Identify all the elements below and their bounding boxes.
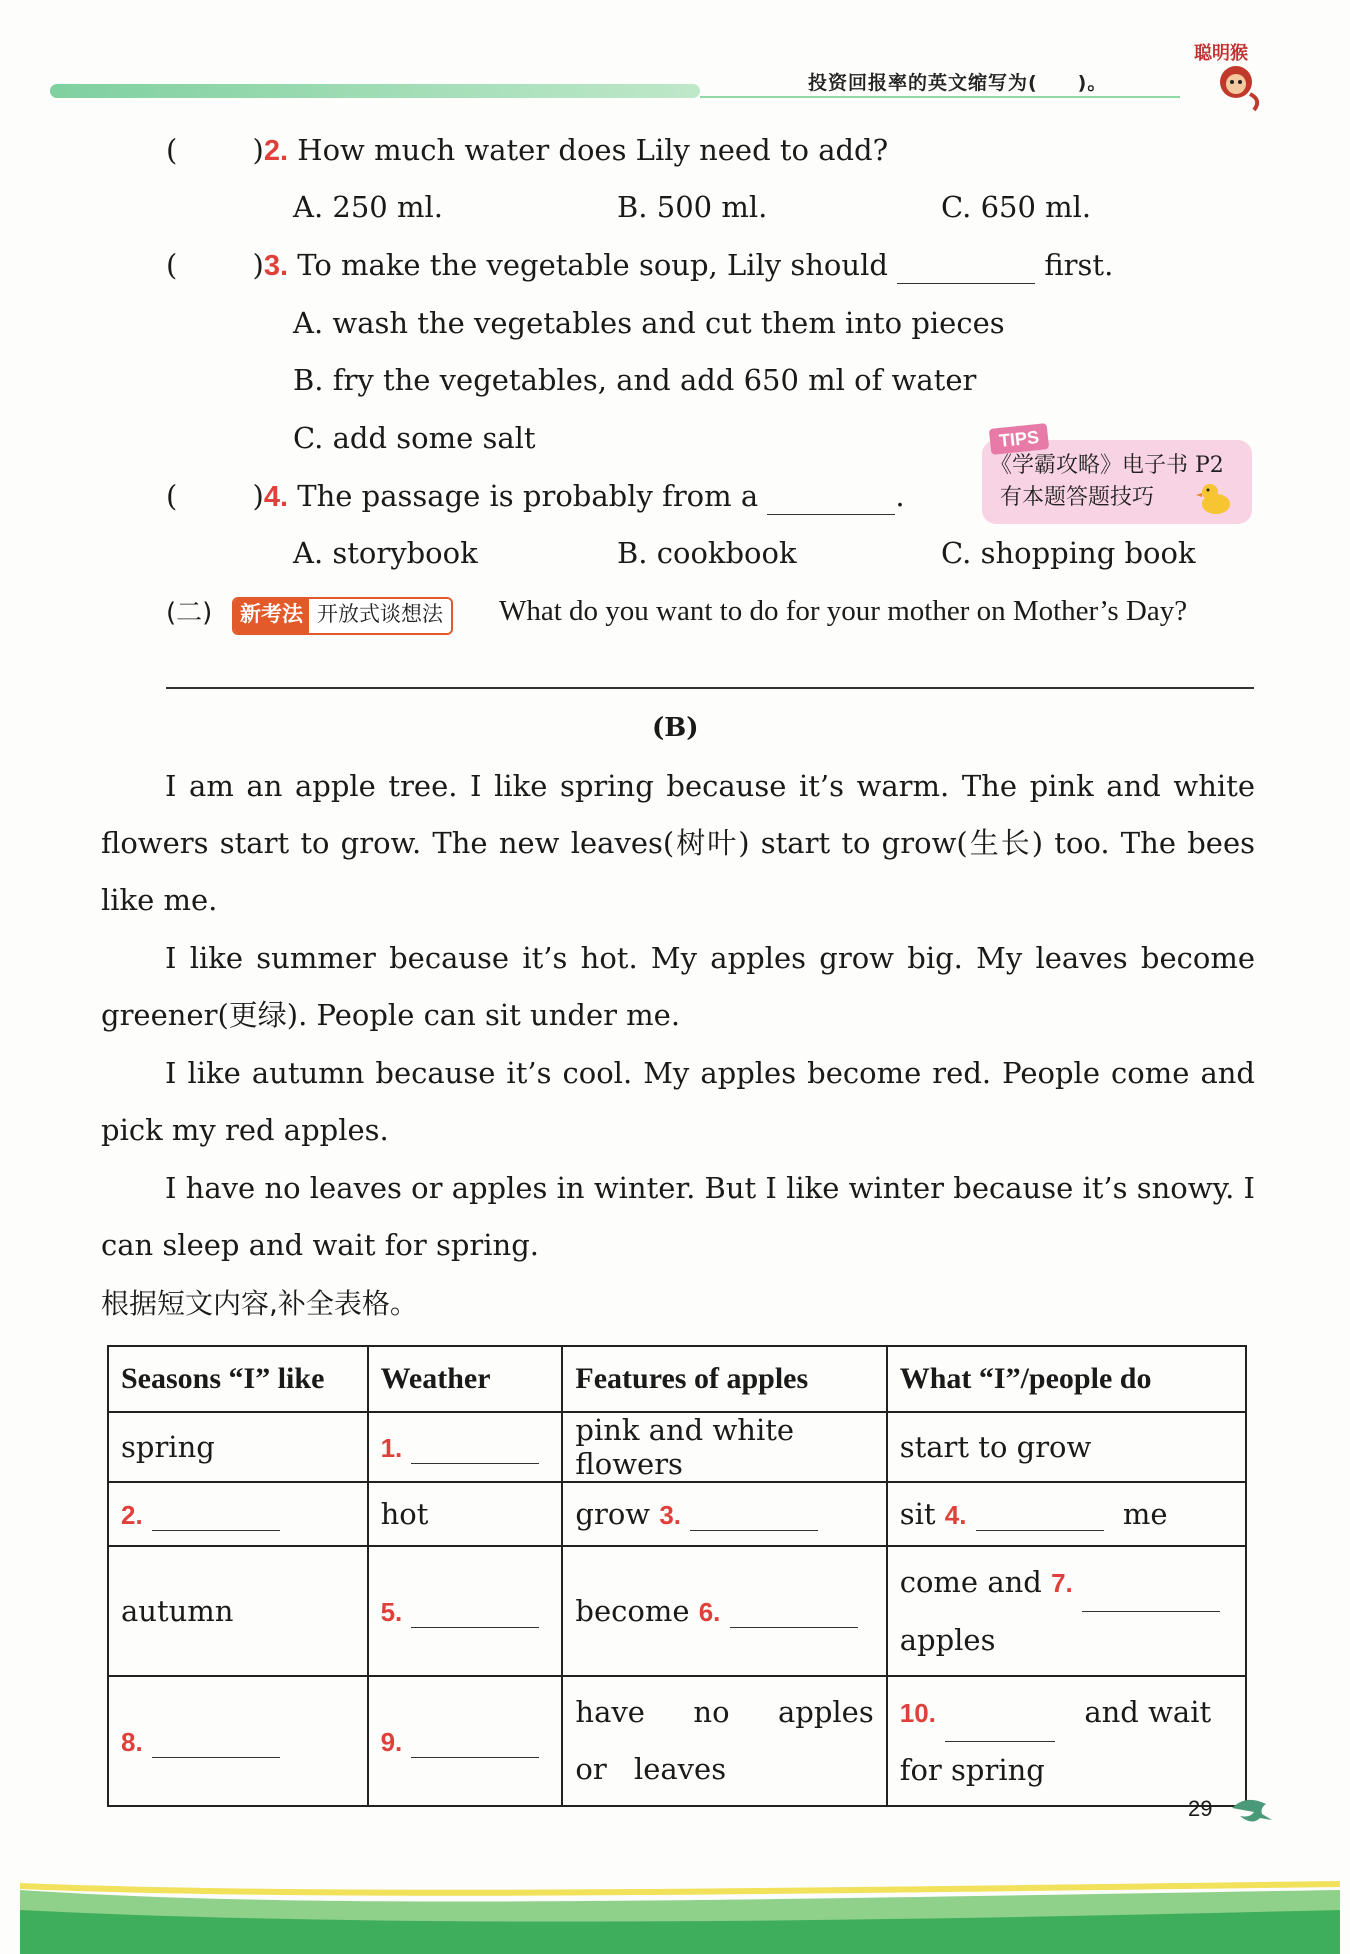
header-line [700, 96, 1180, 98]
question-3 [166, 247, 1113, 284]
answer-blank[interactable] [690, 1504, 818, 1531]
dolphin-icon [1228, 1790, 1278, 1830]
header-what-do: What “I”/people do [887, 1346, 1246, 1412]
part-2-label: (二) [166, 598, 213, 628]
cell-text: come and [899, 1564, 1042, 1599]
answer-blank[interactable] [152, 1731, 280, 1758]
cell-text: and wait [1084, 1694, 1212, 1729]
answer-blank[interactable] [976, 1504, 1104, 1531]
answer-blank[interactable] [945, 1715, 1055, 1742]
tips-box [982, 440, 1252, 524]
duck-icon [1194, 478, 1234, 518]
table-row [108, 1676, 1246, 1806]
option-b: B. 500 ml. [617, 190, 768, 224]
cell-season: spring [108, 1412, 368, 1482]
cell-weather: hot [368, 1482, 563, 1546]
cell-what-do [887, 1546, 1246, 1676]
table-row [108, 1546, 1246, 1676]
answer-paren-open: ( [166, 248, 178, 282]
cell-feature [562, 1546, 886, 1676]
cell-season: autumn [108, 1546, 368, 1676]
option-c: C. shopping book [941, 536, 1196, 570]
page-number: 29 [1188, 1796, 1213, 1821]
answer-blank[interactable] [897, 253, 1035, 284]
fill-in-table [107, 1345, 1247, 1807]
question-text-end: first. [1044, 248, 1114, 282]
cell-feature: pink and white flowers [562, 1412, 886, 1482]
brand-text: 聪明猴 [1194, 43, 1248, 64]
answer-blank[interactable] [1082, 1585, 1220, 1612]
option-b: B. fry the vegetables, and add 650 ml of water [293, 363, 977, 397]
blank-number: 10. [899, 1697, 936, 1728]
option-c: C. add some salt [293, 421, 536, 455]
cell-text: grow [575, 1497, 651, 1531]
header-weather: Weather [368, 1346, 563, 1412]
question-number: 4. [263, 481, 289, 513]
badge-open-ideas: 开放式谈想法 [309, 599, 451, 633]
passage-paragraph-1: I am an apple tree. I like spring because it’s warm. The pink and white flowers start to grow. The new leaves(树叶) start to grow(生长) too. The bees like me. [101, 769, 1255, 917]
cell-season [108, 1482, 368, 1546]
question-period: . [895, 479, 905, 513]
tips-line-1: 《学霸攻略》电子书 P2 [990, 453, 1224, 478]
answer-blank[interactable] [411, 1437, 539, 1464]
blank-number: 7. [1051, 1567, 1073, 1598]
footer-wave [20, 1880, 1340, 1954]
header-question: 投资回报率的英文缩写为( )。 [808, 72, 1108, 94]
question-number: 3. [263, 250, 289, 282]
cell-season [108, 1676, 368, 1806]
option-a: A. storybook [293, 536, 478, 570]
cell-feature [562, 1482, 886, 1546]
blank-number: 4. [944, 1500, 967, 1530]
passage-paragraph-4: I have no leaves or apples in winter. But I like winter because it’s snowy. I can sleep and wait for spring. [101, 1171, 1255, 1262]
question-2 [166, 132, 888, 169]
cell-text: become [575, 1594, 690, 1628]
cell-text: apples [899, 1622, 996, 1657]
answer-paren-open: ( [166, 133, 178, 167]
question-number: 2. [263, 135, 289, 167]
brand-logo [1192, 42, 1264, 112]
badge-new-method: 新考法 [234, 599, 309, 633]
blank-number: 8. [121, 1727, 143, 1757]
answer-paren-open: ( [166, 479, 178, 513]
table-row [108, 1482, 1246, 1546]
header-seasons: Seasons “I” like [108, 1346, 368, 1412]
cell-text: sit [899, 1497, 936, 1531]
blank-number: 1. [380, 1433, 403, 1463]
blank-number: 3. [659, 1500, 682, 1530]
blank-number: 5. [380, 1597, 403, 1627]
table-instruction: 根据短文内容,补全表格。 [101, 1287, 418, 1320]
tips-flag: TIPS [989, 423, 1049, 455]
table-row [108, 1412, 1246, 1482]
blank-number: 2. [121, 1500, 143, 1530]
cell-what-do: start to grow [887, 1412, 1246, 1482]
blank-number: 6. [698, 1597, 721, 1627]
option-c: C. 650 ml. [941, 190, 1092, 224]
answer-blank[interactable] [411, 1731, 539, 1758]
answer-paren-close: ) [252, 479, 264, 513]
header-bar [50, 84, 700, 98]
open-question: What do you want to do for your mother on Mother’s Day? [499, 595, 1188, 627]
answer-paren-close: ) [252, 248, 264, 282]
option-a: A. 250 ml. [293, 190, 443, 224]
question-text: How much water does Lily need to add? [297, 133, 889, 167]
passage-paragraph-2: I like summer because it’s hot. My apples grow big. My leaves become greener(更绿). People can sit under me. [101, 941, 1255, 1032]
blank-number: 9. [380, 1727, 403, 1757]
answer-blank[interactable] [411, 1601, 539, 1628]
answer-paren-close: ) [252, 133, 264, 167]
answer-line[interactable] [166, 687, 1254, 689]
cell-weather [368, 1546, 563, 1676]
header-features: Features of apples [562, 1346, 886, 1412]
new-exam-badge [232, 597, 453, 635]
question-text: The passage is probably from a [297, 479, 759, 513]
option-a: A. wash the vegetables and cut them into pieces [293, 306, 1005, 340]
answer-blank[interactable] [730, 1601, 858, 1628]
cell-what-do [887, 1482, 1246, 1546]
option-b: B. cookbook [617, 536, 797, 570]
cell-text: me [1122, 1497, 1168, 1531]
section-title: (B) [652, 713, 699, 743]
passage-paragraph-3: I like autumn because it’s cool. My apples become red. People come and pick my red apples. [101, 1056, 1255, 1147]
cell-text: for spring [899, 1752, 1045, 1787]
cell-what-do [887, 1676, 1246, 1806]
question-4 [166, 478, 905, 515]
cell-weather [368, 1676, 563, 1806]
cell-feature: have no apples or leaves [562, 1676, 886, 1806]
question-text: To make the vegetable soup, Lily should [297, 248, 888, 282]
answer-blank[interactable] [767, 484, 895, 515]
cell-weather [368, 1412, 563, 1482]
tips-line-2: 有本题答题技巧 [1000, 485, 1155, 510]
table-header-row [108, 1346, 1246, 1412]
answer-blank[interactable] [152, 1504, 280, 1531]
